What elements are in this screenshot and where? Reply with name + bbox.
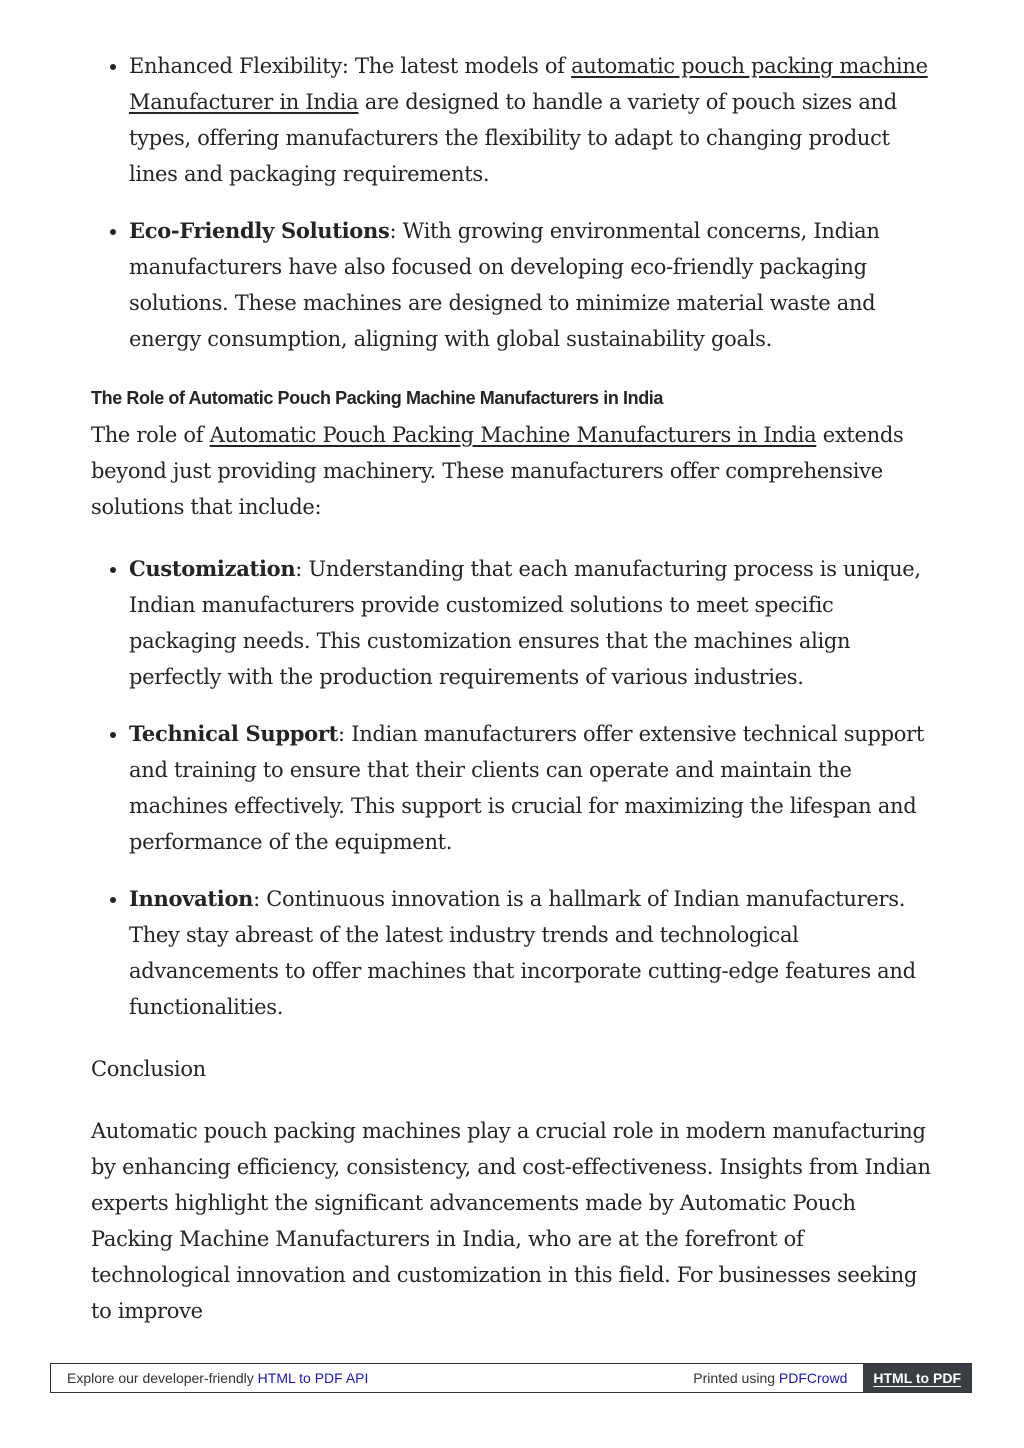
manufacturers-link[interactable]: Automatic Pouch Packing Machine Manufacturers in India bbox=[209, 423, 817, 447]
pdfcrowd-footer bbox=[50, 1363, 972, 1393]
list-item-innovation bbox=[129, 881, 941, 1025]
item-label: Eco-Friendly Solutions bbox=[129, 218, 390, 243]
footer-explore: Explore our developer-friendly HTML to PDF API bbox=[67, 1370, 369, 1386]
article-body bbox=[91, 48, 941, 1329]
list-item-technical-support bbox=[129, 716, 941, 860]
list-item-eco-friendly bbox=[129, 213, 941, 357]
item-label: Enhanced Flexibility bbox=[129, 54, 342, 78]
item-text: : With growing environmental concerns, Indian manufacturers have also focused on developing eco-friendly packaging solutions. These machines are designed to minimize material waste and energy consumption, aligning with global sustainability goals. bbox=[129, 219, 880, 351]
item-text: : Continuous innovation is a hallmark of Indian manufacturers. They stay abreast of the latest industry trends and technological advancements to offer machines that incorporate cutting-edge features and functionalities. bbox=[129, 887, 916, 1019]
footer-printed: Printed using PDFCrowd bbox=[693, 1370, 848, 1386]
solutions-list bbox=[91, 551, 941, 1025]
conclusion-text: Automatic pouch packing machines play a crucial role in modern manufacturing by enhancing efficiency, consistency, and cost-effectiveness. Insights from Indian experts highlight the significant advancements made by Automatic Pouch Packing Machine Manufacturers in India, who are at the forefront of technological innovation and customization in this field. For businesses seeking to improve bbox=[91, 1119, 931, 1323]
item-text: : Indian manufacturers offer extensive technical support and training to ensure that their clients can operate and maintain the machines effectively. This support is crucial for maximizing the lifespan and performance of the equipment. bbox=[129, 722, 924, 854]
conclusion-heading: Conclusion bbox=[91, 1057, 206, 1081]
item-label: Innovation bbox=[129, 886, 254, 911]
item-label: Technical Support bbox=[129, 721, 339, 746]
pouch-machine-link[interactable]: automatic pouch packing machine Manufacturer in India bbox=[129, 54, 928, 114]
item-text: : The latest models of bbox=[341, 54, 572, 78]
list-item-enhanced-flexibility bbox=[129, 48, 941, 192]
section-intro: The role of Automatic Pouch Packing Machine Manufacturers in India extends beyond just providing machinery. These manufacturers offer comprehensive solutions that include: bbox=[91, 423, 904, 519]
html-to-pdf-button[interactable]: HTML to PDF bbox=[863, 1364, 971, 1392]
item-text: : Understanding that each manufacturing process is unique, Indian manufacturers provide customized solutions to meet specific packaging needs. This customization ensures that the machines align perfectly with the production requirements of various industries. bbox=[129, 557, 921, 689]
pdfcrowd-link[interactable]: PDFCrowd bbox=[778, 1370, 848, 1386]
features-list bbox=[91, 48, 941, 357]
list-item-customization bbox=[129, 551, 941, 695]
html-to-pdf-api-link[interactable]: HTML to PDF API bbox=[257, 1370, 369, 1386]
item-label: Customization bbox=[129, 556, 296, 581]
item-text: are designed to handle a variety of pouch sizes and types, offering manufacturers the flexibility to adapt to changing product lines and packaging requirements. bbox=[129, 90, 897, 186]
section-heading: The Role of Automatic Pouch Packing Machine Manufacturers in India bbox=[91, 388, 664, 408]
